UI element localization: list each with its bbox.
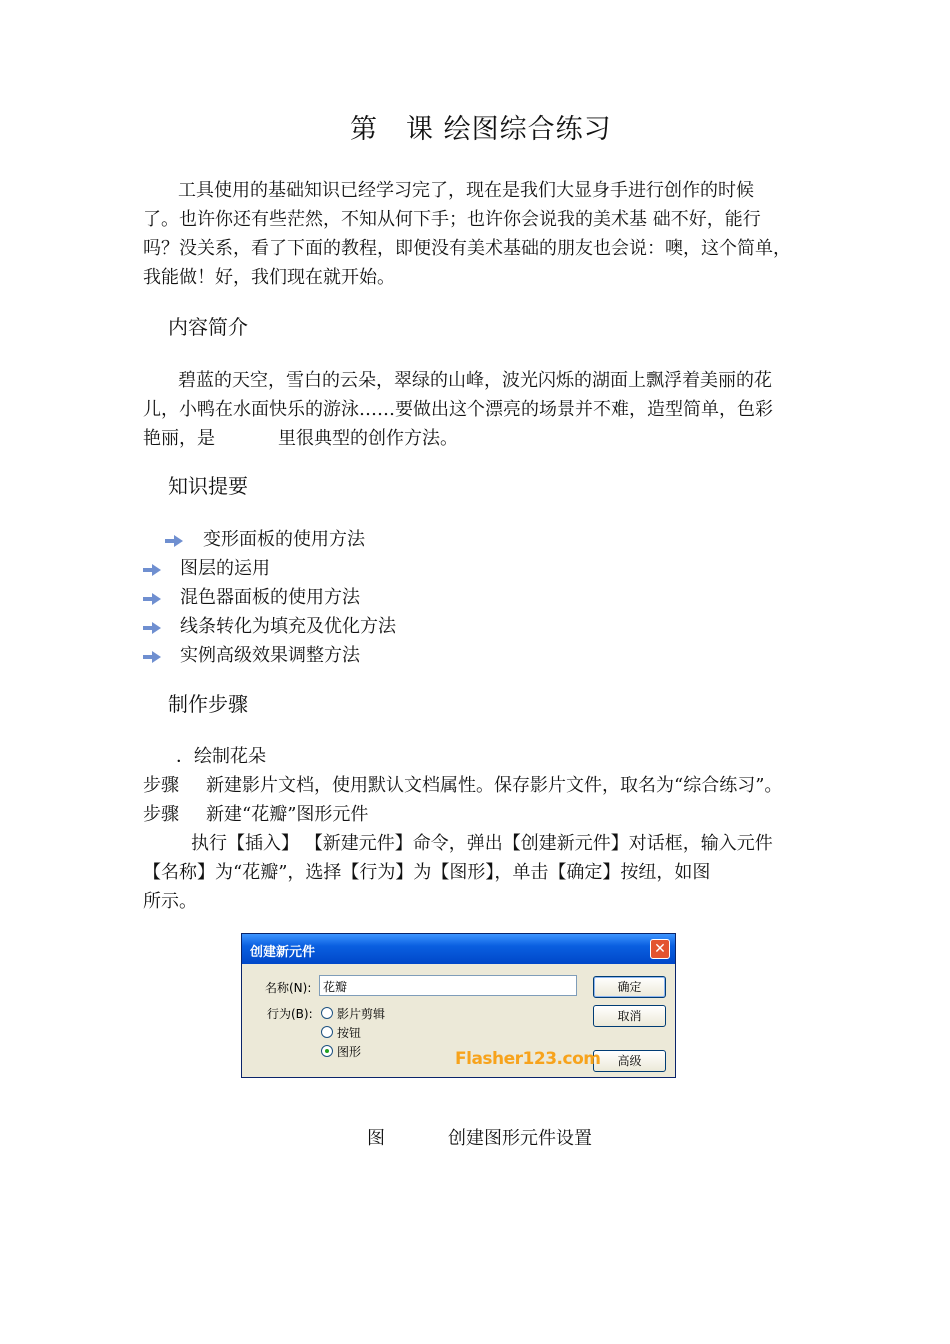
figure-caption-text: 创建图形元件设置: [448, 1128, 592, 1149]
watermark-logo: Flasher123.com: [455, 1049, 601, 1069]
dialog-title: 创建新元件: [250, 945, 316, 960]
intro-line-1: 工具使用的基础知识已经学习完了，现在是我们大显身手进行创作的时候: [178, 180, 754, 201]
instruction-line-2: 【名称】为“花瓣”，选择【行为】为【图形】，单击【确定】按纽，如图: [143, 862, 711, 883]
name-label: 名称(N):: [265, 981, 312, 995]
behavior-label: 行为(B):: [267, 1007, 313, 1021]
intro-line-4: 我能做！好，我们现在就开始。: [143, 267, 395, 288]
arrow-bullet-icon: [143, 590, 161, 609]
section-heading-knowledge: 知识提要: [168, 474, 248, 498]
radio-graphic[interactable]: [321, 1045, 333, 1057]
create-symbol-dialog: [241, 933, 676, 1078]
arrow-bullet-icon: [143, 648, 161, 667]
dialog-title-bar: [242, 934, 675, 964]
overview-line-1: 碧蓝的天空，雪白的云朵，翠绿的山峰，波光闪烁的湖面上飘浮着美丽的花: [178, 370, 772, 391]
step2-label: 步骤: [143, 804, 179, 825]
figure-caption-prefix: 图: [367, 1128, 385, 1149]
name-input[interactable]: 花瓣: [319, 975, 577, 996]
radio-button-label: 按钮: [337, 1026, 362, 1040]
radio-movie-clip-label: 影片剪辑: [337, 1007, 386, 1021]
radio-button[interactable]: [321, 1026, 333, 1038]
subheading-draw-flower: ．绘制花朵: [176, 746, 266, 767]
overview-line-2: 儿，小鸭在水面快乐的游泳……要做出这个漂亮的场景并不难，造型简单，色彩: [143, 399, 773, 420]
instruction-line-1: 执行【插入】 【新建元件】命令，弹出【创建新元件】对话框，输入元件: [191, 833, 773, 854]
overview-line-3a: 艳丽，是: [143, 428, 215, 449]
radio-movie-clip[interactable]: [321, 1007, 333, 1019]
arrow-bullet-icon: [165, 532, 183, 551]
arrow-bullet-icon: [143, 561, 161, 580]
arrow-bullet-icon: [143, 619, 161, 638]
bullet-item-5: 实例高级效果调整方法: [180, 645, 360, 666]
radio-graphic-label: 图形: [337, 1045, 362, 1059]
step1-label: 步骤: [143, 775, 179, 796]
section-heading-steps: 制作步骤: [168, 692, 248, 716]
overview-line-3b: 里很典型的创作方法。: [278, 428, 458, 449]
section-heading-overview: 内容简介: [168, 315, 248, 339]
bullet-item-1: 变形面板的使用方法: [203, 529, 365, 550]
intro-line-2: 了。也许你还有些茫然，不知从何下手；也许你会说我的美术基 础不好，能行: [143, 209, 761, 230]
bullet-item-4: 线条转化为填充及优化方法: [180, 616, 396, 637]
instruction-line-3: 所示。: [143, 891, 197, 912]
bullet-item-3: 混色器面板的使用方法: [180, 587, 360, 608]
ok-button[interactable]: 确定: [593, 976, 666, 998]
bullet-item-2: 图层的运用: [180, 558, 270, 579]
step1-text: 新建影片文档，使用默认文档属性。保存影片文件，取名为“综合练习”。: [206, 775, 783, 796]
close-icon[interactable]: ✕: [650, 939, 670, 959]
advanced-button[interactable]: 高级: [593, 1050, 666, 1072]
intro-line-3: 吗？没关系，看了下面的教程，即便没有美术基础的朋友也会说：噢，这个简单，: [143, 238, 791, 259]
step2-text: 新建“花瓣”图形元件: [206, 804, 369, 825]
cancel-button[interactable]: 取消: [593, 1005, 666, 1027]
page-title: 第 课 绘图综合练习: [350, 114, 612, 145]
